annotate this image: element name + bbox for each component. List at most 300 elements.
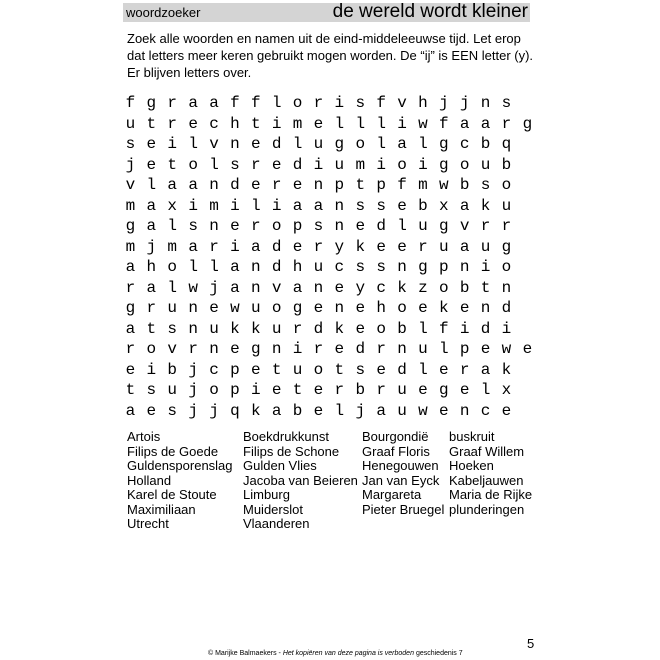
grid-letter: k (439, 299, 449, 318)
grid-letter: f (439, 319, 449, 338)
grid-letter: j (125, 155, 136, 174)
grid-letter: s (355, 258, 366, 277)
grid-letter: a (459, 237, 470, 256)
grid-letter: u (125, 114, 136, 133)
grid-letter: q (230, 401, 240, 420)
grid-letter: a (459, 114, 470, 133)
grid-row (120, 175, 538, 196)
grid-letter: s (146, 381, 157, 400)
grid-letter: g (439, 217, 449, 236)
grid-letter: b (355, 381, 366, 400)
word-item: Margareta (362, 487, 422, 502)
grid-letter: c (334, 258, 345, 277)
grid-letter: e (334, 340, 345, 359)
grid-letter: j (459, 94, 470, 113)
grid-letter: d (397, 360, 407, 379)
grid-letter: d (480, 319, 491, 338)
grid-letter: n (480, 299, 491, 318)
grid-letter: b (501, 155, 512, 174)
grid-letter: s (167, 401, 178, 420)
grid-letter: l (167, 278, 178, 297)
grid-letter: l (334, 114, 345, 133)
grid-letter: u (501, 196, 512, 215)
grid-letter: f (125, 94, 136, 113)
grid-letter: l (397, 217, 407, 236)
grid-letter: o (501, 176, 512, 195)
grid-letter: l (418, 135, 428, 154)
grid-letter: e (188, 114, 198, 133)
grid-row (120, 278, 538, 299)
grid-letter: u (397, 401, 407, 420)
word-item: Kabeljauwen (449, 472, 524, 488)
grid-letter: r (271, 176, 282, 195)
grid-letter: a (146, 278, 157, 297)
grid-letter: u (313, 135, 324, 154)
grid-letter: q (501, 135, 512, 154)
grid-letter: n (334, 196, 345, 215)
grid-letter: j (439, 94, 449, 113)
grid-letter: h (292, 258, 303, 277)
grid-row (120, 114, 538, 135)
grid-letter: a (167, 176, 178, 195)
grid-letter: o (459, 155, 470, 174)
grid-letter: e (418, 299, 428, 318)
grid-letter: r (250, 155, 261, 174)
grid-letter: p (376, 176, 386, 195)
grid-row (120, 134, 538, 155)
grid-letter: a (292, 196, 303, 215)
grid-letter: o (209, 381, 219, 400)
grid-letter: y (334, 237, 345, 256)
grid-letter: e (439, 401, 449, 420)
grid-letter: d (501, 299, 512, 318)
grid-letter: r (250, 217, 261, 236)
grid-letter: g (439, 155, 449, 174)
instructions: Zoek alle woorden en namen uit de eind-middeleeuwse tijd. Let erop dat letters meer keren gebruikt mogen worden. De “ij” is EEN letter (y). Er blijven letters over. (127, 31, 534, 80)
grid-letter: g (146, 94, 157, 113)
grid-letter: n (250, 258, 261, 277)
grid-letter: u (209, 319, 219, 338)
grid-letter: g (292, 299, 303, 318)
grid-letter: g (125, 217, 136, 236)
grid-letter: g (250, 340, 261, 359)
grid-letter: i (250, 381, 261, 400)
grid-letter: g (439, 381, 449, 400)
grid-row (120, 319, 538, 340)
grid-letter: e (376, 360, 386, 379)
grid-letter: g (501, 237, 512, 256)
grid-letter: a (188, 237, 198, 256)
grid-letter: l (209, 258, 219, 277)
grid-letter: a (459, 196, 470, 215)
grid-row (120, 237, 538, 258)
grid-letter: d (271, 258, 282, 277)
grid-letter: e (313, 114, 324, 133)
grid-letter: j (209, 401, 219, 420)
grid-letter: k (501, 360, 512, 379)
grid-letter: u (418, 340, 428, 359)
grid-letter: p (439, 258, 449, 277)
grid-letter: s (355, 196, 366, 215)
grid-letter: t (355, 176, 366, 195)
grid-letter: e (209, 299, 219, 318)
grid-letter: i (146, 360, 157, 379)
grid-letter: a (292, 278, 303, 297)
grid-letter: e (439, 360, 449, 379)
grid-letter: s (313, 217, 324, 236)
grid-letter: n (209, 340, 219, 359)
grid-letter: a (313, 196, 324, 215)
grid-letter: i (230, 237, 240, 256)
grid-letter: t (292, 381, 303, 400)
grid-letter: u (250, 299, 261, 318)
word-item: Vlaanderen (243, 516, 310, 531)
grid-letter: j (146, 237, 157, 256)
grid-letter: e (397, 237, 407, 256)
grid-letter: a (209, 94, 219, 113)
word-item: Maria de Rijke (449, 487, 533, 502)
grid-letter: d (271, 237, 282, 256)
grid-letter: k (250, 401, 261, 420)
grid-letter: w (418, 114, 428, 133)
grid-letter: g (522, 114, 533, 133)
grid-letter: r (376, 381, 386, 400)
grid-letter: p (334, 176, 345, 195)
grid-letter: o (292, 94, 303, 113)
grid-letter: d (230, 176, 240, 195)
grid-letter: l (355, 114, 366, 133)
grid-letter: r (125, 278, 136, 297)
grid-letter: i (188, 196, 198, 215)
grid-letter: g (418, 258, 428, 277)
subject-label: geschiedenis 7 (415, 650, 463, 657)
grid-letter: n (271, 340, 282, 359)
grid-letter: e (480, 340, 491, 359)
grid-letter: m (125, 237, 136, 256)
grid-letter: a (230, 278, 240, 297)
grid-letter: o (313, 360, 324, 379)
word-item: Holland (127, 472, 172, 488)
grid-letter: e (292, 176, 303, 195)
grid-letter: n (313, 176, 324, 195)
grid-letter: r (313, 94, 324, 113)
grid-letter: a (188, 176, 198, 195)
page-title: de wereld wordt kleiner (332, 1, 528, 22)
grid-letter: f (230, 94, 240, 113)
word-item: Filips de Goede (127, 443, 219, 459)
grid-letter: i (167, 135, 178, 154)
grid-letter: n (209, 217, 219, 236)
grid-letter: d (313, 319, 324, 338)
grid-letter: j (188, 381, 198, 400)
grid-letter: l (376, 135, 386, 154)
grid-letter: i (459, 319, 470, 338)
grid-letter: k (334, 319, 345, 338)
word-item: Bourgondië (362, 429, 429, 444)
grid-letter: n (188, 319, 198, 338)
grid-letter: l (167, 217, 178, 236)
grid-letter: p (230, 360, 240, 379)
grid-letter: r (209, 237, 219, 256)
grid-letter: g (125, 299, 136, 318)
grid-letter: o (397, 299, 407, 318)
grid-letter: n (250, 278, 261, 297)
grid-letter: f (397, 176, 407, 195)
grid-letter: t (146, 319, 157, 338)
grid-letter: c (480, 401, 491, 420)
word-item: Guldensporenslag (127, 458, 233, 473)
grid-letter: e (250, 360, 261, 379)
grid-letter: d (355, 340, 366, 359)
grid-letter: u (313, 258, 324, 277)
grid-letter: n (230, 135, 240, 154)
grid-letter: i (397, 114, 407, 133)
copyright-text: © Marijke Balmaekers (208, 650, 277, 657)
grid-letter: s (355, 360, 366, 379)
grid-letter: r (376, 340, 386, 359)
grid-letter: l (146, 176, 157, 195)
grid-letter: c (209, 114, 219, 133)
grid-letter: r (167, 94, 178, 113)
grid-letter: l (188, 135, 198, 154)
grid-letter: e (313, 299, 324, 318)
grid-letter: b (418, 196, 428, 215)
word-list-column-1 (127, 430, 243, 532)
grid-letter: l (188, 258, 198, 277)
grid-letter: b (292, 401, 303, 420)
grid-letter: i (271, 196, 282, 215)
grid-letter: e (376, 237, 386, 256)
grid-letter: e (355, 299, 366, 318)
word-item: Maximiliaan (127, 501, 196, 517)
grid-letter: d (271, 135, 282, 154)
grid-letter: e (459, 299, 470, 318)
grid-letter: c (209, 360, 219, 379)
grid-letter: t (480, 278, 491, 297)
grid-letter: r (125, 340, 136, 359)
grid-letter: s (230, 155, 240, 174)
grid-letter: b (397, 319, 407, 338)
grid-letter: e (459, 381, 470, 400)
grid-letter: j (188, 360, 198, 379)
grid-row (120, 380, 538, 401)
grid-letter: r (459, 360, 470, 379)
grid-letter: s (480, 176, 491, 195)
grid-letter: e (250, 135, 261, 154)
grid-letter: m (355, 155, 366, 174)
grid-letter: s (167, 319, 178, 338)
grid-letter: v (459, 217, 470, 236)
grid-letter: b (459, 278, 470, 297)
grid-letter: n (459, 258, 470, 277)
grid-letter: n (334, 217, 345, 236)
word-list-column-3 (362, 430, 449, 532)
grid-letter: t (250, 114, 261, 133)
grid-letter: n (501, 278, 512, 297)
word-item: Karel de Stoute (127, 487, 217, 502)
grid-letter: x (501, 381, 512, 400)
grid-letter: x (439, 196, 449, 215)
grid-letter: f (439, 114, 449, 133)
grid-letter: a (376, 401, 386, 420)
grid-letter: m (209, 196, 219, 215)
grid-letter: a (230, 258, 240, 277)
grid-letter: v (167, 340, 178, 359)
grid-letter: o (355, 135, 366, 154)
word-list-column-2 (243, 430, 362, 532)
grid-letter: e (522, 340, 533, 359)
grid-letter: o (271, 299, 282, 318)
grid-letter: o (146, 340, 157, 359)
word-item: Graaf Willem (449, 443, 525, 459)
grid-letter: e (146, 401, 157, 420)
grid-letter: e (292, 237, 303, 256)
grid-letter: e (313, 381, 324, 400)
grid-letter: u (439, 237, 449, 256)
word-item: Utrecht (127, 516, 169, 531)
grid-letter: a (271, 401, 282, 420)
grid-letter: s (501, 94, 512, 113)
grid-letter: w (439, 176, 449, 195)
grid-letter: e (146, 135, 157, 154)
grid-letter: v (209, 135, 219, 154)
grid-letter: e (418, 381, 428, 400)
grid-letter: o (188, 155, 198, 174)
worksheet-type-label: woordzoeker (126, 5, 201, 20)
grid-letter: l (292, 135, 303, 154)
word-item: Hoeken (449, 458, 494, 473)
grid-row (120, 93, 538, 114)
grid-letter: e (271, 381, 282, 400)
grid-letter: v (397, 94, 407, 113)
grid-letter: t (167, 155, 178, 174)
grid-letter: i (230, 196, 240, 215)
grid-letter: l (209, 155, 219, 174)
grid-letter: k (355, 237, 366, 256)
grid-row (120, 298, 538, 319)
grid-letter: n (480, 94, 491, 113)
grid-letter: h (418, 94, 428, 113)
grid-letter: g (334, 135, 345, 154)
grid-letter: w (188, 278, 198, 297)
grid-letter: j (188, 401, 198, 420)
grid-letter: x (167, 196, 178, 215)
grid-letter: u (480, 237, 491, 256)
word-item: Henegouwen (362, 458, 439, 473)
header-bar (123, 3, 530, 22)
grid-letter: e (313, 401, 324, 420)
grid-letter: n (397, 258, 407, 277)
word-item: buskruit (449, 429, 495, 444)
grid-letter: p (292, 217, 303, 236)
page-number: 5 (527, 636, 535, 651)
word-item: Jacoba van Beieren (243, 472, 358, 488)
grid-letter: s (376, 196, 386, 215)
grid-letter: l (376, 114, 386, 133)
grid-letter: m (125, 196, 136, 215)
word-item: Pieter Bruegel (362, 501, 445, 517)
grid-letter: e (146, 155, 157, 174)
grid-letter: i (376, 155, 386, 174)
grid-letter: r (334, 381, 345, 400)
grid-letter: k (480, 196, 491, 215)
footer-separator: - (278, 650, 281, 657)
grid-letter: o (271, 217, 282, 236)
grid-letter: r (167, 114, 178, 133)
grid-letter: u (397, 381, 407, 400)
grid-letter: u (271, 319, 282, 338)
grid-letter: o (439, 278, 449, 297)
grid-letter: m (167, 237, 178, 256)
grid-letter: l (418, 360, 428, 379)
footer (208, 650, 463, 657)
grid-letter: e (355, 319, 366, 338)
grid-letter: u (334, 155, 345, 174)
word-item: Graaf Floris (362, 443, 430, 459)
word-item: Boekdrukkunst (243, 429, 329, 444)
grid-letter: u (292, 360, 303, 379)
grid-letter: v (271, 278, 282, 297)
grid-letter: i (271, 114, 282, 133)
grid-letter: n (459, 401, 470, 420)
grid-letter: o (167, 258, 178, 277)
grid-letter: n (397, 340, 407, 359)
grid-letter: k (250, 319, 261, 338)
grid-letter: n (313, 278, 324, 297)
grid-letter: p (459, 340, 470, 359)
grid-letter: j (209, 278, 219, 297)
grid-row (120, 339, 538, 360)
grid-letter: y (355, 278, 366, 297)
grid-letter: b (480, 135, 491, 154)
grid-letter: r (313, 340, 324, 359)
grid-letter: a (146, 196, 157, 215)
grid-letter: b (459, 176, 470, 195)
grid-letter: t (334, 360, 345, 379)
grid-letter: s (376, 258, 386, 277)
grid-letter: a (125, 401, 136, 420)
grid-letter: h (146, 258, 157, 277)
grid-letter: o (501, 258, 512, 277)
grid-letter: u (167, 381, 178, 400)
grid-letter: e (250, 176, 261, 195)
grid-letter: s (125, 135, 136, 154)
grid-letter: e (125, 360, 136, 379)
grid-letter: i (292, 340, 303, 359)
grid-letter: z (418, 278, 428, 297)
grid-row (120, 155, 538, 176)
grid-letter: w (418, 401, 428, 420)
grid-row (120, 216, 538, 237)
grid-letter: e (355, 217, 366, 236)
grid-letter: i (480, 258, 491, 277)
grid-letter: a (397, 135, 407, 154)
grid-letter: l (418, 319, 428, 338)
grid-letter: o (376, 319, 386, 338)
word-list-column-4 (449, 430, 549, 532)
grid-letter: s (355, 94, 366, 113)
grid-letter: r (501, 114, 512, 133)
grid-letter: i (501, 319, 512, 338)
grid-letter: e (271, 155, 282, 174)
grid-letter: s (188, 217, 198, 236)
grid-letter: d (376, 217, 386, 236)
grid-letter: a (125, 258, 136, 277)
grid-letter: l (439, 340, 449, 359)
grid-letter: r (418, 237, 428, 256)
grid-letter: l (480, 381, 491, 400)
grid-letter: l (334, 401, 345, 420)
